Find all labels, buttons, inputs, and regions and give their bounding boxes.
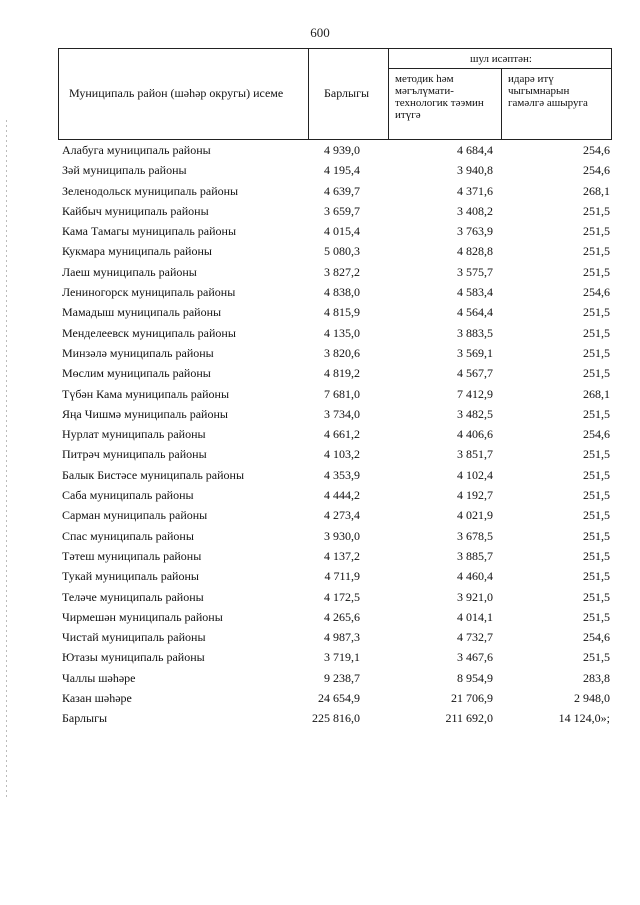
row-name: Менделеевск муниципаль районы [62,325,236,340]
row-name: Лениногорск муниципаль районы [62,285,236,300]
row-col-a: 3 575,7 [457,264,493,279]
row-col-b: 254,6 [583,427,610,442]
row-col-b: 251,5 [583,366,610,381]
row-col-a: 3 482,5 [457,406,493,421]
row-col-a: 4 406,6 [457,427,493,442]
row-col-a: 8 954,9 [457,670,493,685]
row-name: Мамадыш муниципаль районы [62,305,222,320]
table-row [62,485,610,505]
table-row [62,262,610,282]
header-col-b-line: гамәлгә ашыруга [508,97,588,109]
row-col-b: 251,5 [583,244,610,259]
row-name: Казан шәһәре [62,691,132,706]
table-row [62,343,610,363]
row-col-b: 268,1 [583,386,610,401]
table-row [62,688,610,708]
row-name: Алабуга муниципаль районы [62,143,211,157]
row-col-a: 7 412,9 [457,386,493,401]
row-col-a: 3 851,7 [457,447,493,462]
row-total: 4 172,5 [324,589,360,604]
row-name: Яңа Чишмә муниципаль районы [62,406,228,421]
row-name: Ютазы муниципаль районы [62,650,205,665]
table-row [62,526,610,546]
row-col-a: 4 564,4 [457,305,493,320]
table-row [62,444,610,464]
row-name: Нурлат муниципаль районы [62,427,206,442]
row-col-b: 14 124,0»; [558,711,610,726]
row-total: 3 930,0 [324,528,360,543]
row-col-b: 251,5 [583,325,610,340]
row-col-a: 3 467,6 [457,650,493,665]
header-col-b-line: чыгымнарын [508,85,570,97]
row-name: Питрәч муниципаль районы [62,447,207,462]
row-total: 9 238,7 [324,670,360,685]
row-total: 4 444,2 [324,488,360,503]
row-name: Кама Тамагы муниципаль районы [62,224,237,239]
header-col-a-cell [388,68,502,140]
header-col-b-line: идарә итү [508,73,554,85]
row-col-a: 4 371,6 [457,183,493,198]
row-col-b: 251,5 [583,508,610,523]
table-row [62,627,610,647]
table-body [62,140,610,729]
row-total: 4 135,0 [324,325,360,340]
table-row [62,424,610,444]
row-col-b: 254,6 [583,143,610,157]
row-col-b: 251,5 [583,203,610,218]
row-col-b: 251,5 [583,305,610,320]
row-total: 4 939,0 [324,143,360,157]
table-row [62,282,610,302]
header-name: Муниципаль район (шәһәр округы) исеме [69,86,284,100]
row-col-a: 4 684,4 [457,143,493,157]
row-total: 3 827,2 [324,264,360,279]
row-total: 3 719,1 [324,650,360,665]
row-col-b: 251,5 [583,548,610,563]
row-col-b: 251,5 [583,650,610,665]
table-row [62,505,610,525]
row-col-b: 251,5 [583,264,610,279]
row-col-b: 251,5 [583,224,610,239]
row-col-a: 3 883,5 [457,325,493,340]
row-col-b: 251,5 [583,345,610,360]
table-row [62,566,610,586]
table-row [62,201,610,221]
table-row [62,241,610,261]
row-col-a: 211 692,0 [445,711,493,726]
row-name: Зәй муниципаль районы [62,163,187,178]
header-total: Барлыгы [324,86,370,100]
scan-edge-marks [6,120,7,800]
row-col-b: 251,5 [583,609,610,624]
header-col-a-line: технологик тәэмин [395,97,484,109]
row-col-a: 4 732,7 [457,630,493,645]
table-row [62,587,610,607]
row-name: Лаеш муниципаль районы [62,264,197,279]
table-row [62,384,610,404]
row-col-b: 254,6 [583,285,610,300]
row-col-b: 254,6 [583,163,610,178]
row-col-a: 3 940,8 [457,163,493,178]
header-col-a-line: итүгә [395,109,421,121]
row-col-a: 3 885,7 [457,548,493,563]
row-name: Зеленодольск муниципаль районы [62,183,239,198]
page-number: 600 [310,25,330,40]
row-name: Кукмара муниципаль районы [62,244,212,259]
row-total: 4 137,2 [324,548,360,563]
row-total: 4 987,3 [324,630,360,645]
row-col-a: 4 014,1 [457,609,493,624]
row-col-b: 254,6 [583,630,610,645]
row-name: Тәтеш муниципаль районы [62,548,202,563]
row-name: Тукай муниципаль районы [62,569,199,584]
row-col-a: 3 569,1 [457,345,493,360]
row-col-b: 268,1 [583,183,610,198]
row-col-a: 4 021,9 [457,508,493,523]
table-row [62,160,610,180]
row-total: 4 838,0 [324,285,360,300]
row-col-a: 21 706,9 [451,691,493,706]
row-name: Чирмешән муниципаль районы [62,609,223,624]
table-row [62,647,610,667]
row-col-b: 251,5 [583,569,610,584]
row-total: 4 015,4 [324,224,360,239]
table-row [62,363,610,383]
table-row [62,607,610,627]
row-total: 4 103,2 [324,447,360,462]
row-col-b: 2 948,0 [574,691,610,706]
row-col-b: 251,5 [583,528,610,543]
row-total: 4 353,9 [324,467,360,482]
table-row [62,546,610,566]
row-total: 4 815,9 [324,305,360,320]
row-name: Минзәлә муниципаль районы [62,345,214,360]
row-total: 5 080,3 [324,244,360,259]
row-col-a: 4 192,7 [457,488,493,503]
row-col-b: 251,5 [583,467,610,482]
row-col-a: 4 102,4 [457,467,493,482]
row-col-a: 3 763,9 [457,224,493,239]
header-col-a-line: мәгълүмати- [395,85,454,97]
row-col-a: 4 567,7 [457,366,493,381]
row-total: 225 816,0 [312,711,360,726]
row-col-a: 3 921,0 [457,589,493,604]
row-total: 4 711,9 [324,569,360,584]
row-name: Саба муниципаль районы [62,488,194,503]
row-name: Мөслим муниципаль районы [62,366,211,381]
header-group: шул исәптән: [470,53,532,65]
row-col-b: 283,8 [583,670,610,685]
header-total-cell [308,48,389,140]
row-col-a: 4 583,4 [457,285,493,300]
row-col-b: 251,5 [583,406,610,421]
row-name: Спас муниципаль районы [62,528,194,543]
table-row [62,323,610,343]
row-total: 4 819,2 [324,366,360,381]
table-row [62,221,610,241]
row-total: 4 265,6 [324,609,360,624]
table-row [62,140,610,160]
row-total: 3 659,7 [324,203,360,218]
row-total: 4 195,4 [324,163,360,178]
table-row [62,668,610,688]
row-col-b: 251,5 [583,589,610,604]
header-group-cell [388,48,612,69]
row-name: Кайбыч муниципаль районы [62,203,209,218]
table-row [62,181,610,201]
row-name: Сарман муниципаль районы [62,508,208,523]
row-name: Барлыгы [62,711,108,726]
row-total: 3 820,6 [324,345,360,360]
row-total: 3 734,0 [324,406,360,421]
row-col-a: 3 678,5 [457,528,493,543]
table-row [62,404,610,424]
row-col-a: 3 408,2 [457,203,493,218]
row-col-a: 4 460,4 [457,569,493,584]
header-col-a [395,73,484,121]
row-col-b: 251,5 [583,488,610,503]
row-name: Чистай муниципаль районы [62,630,206,645]
row-col-a: 4 828,8 [457,244,493,259]
table-row [62,465,610,485]
row-total: 4 273,4 [324,508,360,523]
row-col-b: 251,5 [583,447,610,462]
row-total: 7 681,0 [324,386,360,401]
row-total: 4 639,7 [324,183,360,198]
header-col-b [508,73,588,109]
row-name: Түбән Кама муниципаль районы [62,386,230,401]
row-name: Балык Бистәсе муниципаль районы [62,467,245,482]
header-col-a-line: методик һәм [395,73,454,85]
row-total: 4 661,2 [324,427,360,442]
table-row [62,302,610,322]
header-name-cell [58,48,309,140]
row-name: Теләче муниципаль районы [62,589,204,604]
row-name: Чаллы шәһәре [62,670,136,685]
header-col-b-cell [501,68,612,140]
table-row [62,708,610,728]
row-total: 24 654,9 [318,691,360,706]
